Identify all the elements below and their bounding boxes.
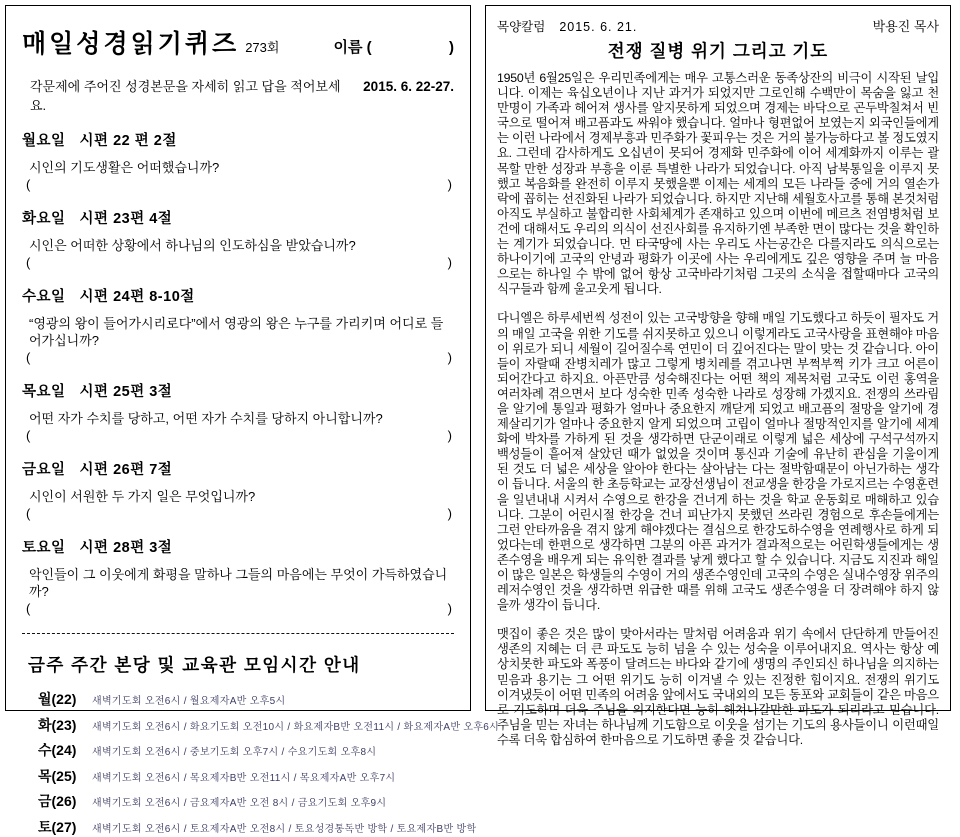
question-text: 어떤 자가 수치를 당하고, 어떤 자가 수치를 당하지 아니합니까?	[29, 411, 383, 426]
paren-close: )	[447, 506, 452, 521]
schedule-row	[22, 791, 454, 811]
answer-blank	[22, 428, 454, 443]
paren-open: (	[26, 601, 31, 616]
question-passage: 시편 28편 3절	[79, 540, 173, 556]
answer-blank	[22, 350, 454, 365]
schedule-items: 새벽기도회 오전6시 / 금요제자A반 오전 8시 / 금요기도회 오후9시	[92, 798, 387, 809]
question-passage: 시편 25편 3절	[79, 384, 173, 400]
answer-blank	[22, 255, 454, 270]
question-passage: 시편 23편 4절	[79, 211, 173, 227]
name-label: 이름 (	[333, 39, 372, 56]
date-range: 2015. 6. 22-27.	[363, 79, 454, 94]
schedule-list	[22, 689, 500, 837]
question-passage: 시편 26편 7절	[79, 462, 173, 478]
question-day: 토요일	[22, 540, 66, 556]
schedule-items: 새벽기도회 오전6시 / 목요제자B반 오전11시 / 목요제자A반 오후7시	[92, 772, 396, 784]
question-day: 화요일	[22, 211, 66, 227]
paren-open: (	[26, 506, 31, 521]
column-date: 2015. 6. 21.	[559, 20, 638, 34]
schedule-items: 새벽기도회 오전6시 / 중보기도회 오후7시 / 수요기도회 오후8시	[92, 747, 377, 758]
question-text: 시인은 어떠한 상황에서 하나님의 인도하심을 받았습니까?	[29, 238, 356, 253]
answer-blank	[22, 506, 454, 521]
schedule-row	[22, 766, 454, 786]
quiz-page	[5, 5, 500, 835]
column-title: 전쟁 질병 위기 그리고 기도	[607, 41, 829, 61]
column-label: 목양칼럼	[497, 20, 546, 34]
paren-open: (	[26, 177, 31, 192]
schedule-row	[22, 715, 500, 735]
question-block-thursday	[22, 380, 454, 443]
answer-blank	[22, 177, 454, 192]
paren-open: (	[26, 428, 31, 443]
question-text: 악인들이 그 이웃에게 화평을 말하나 그들의 마음에는 무엇이 가득하였습니까?	[29, 567, 448, 599]
question-passage: 시편 22 편 2절	[79, 133, 177, 149]
answer-blank	[22, 601, 454, 616]
column-paragraph: 다니엘은 하루세번씩 성전이 있는 고국방향을 향해 매일 기도했다고 하듯이 필자도 거의 매일 고국을 위한 기도를 쉬지못하고 있으니 이렇게라도 고국사랑을 표현해야 마음이 위로가 되니 세월이 길어질수록 연민이 더 깊어진다는 말이 맞는 것 같습니다. 아이들이 자랄때 잔병치레가 많고 그렇게 병치레를 겪고나면 부쩍부쩍 키가 크고 어른이 되어간다고 하지요. 아픈만큼 성숙해진다는 어떤 책의 제목처럼 고국도 이런 홍역을 여러차례 겪으면서 보다 성숙한 민족 성숙한 나라로 성장해 가겠지요. 전쟁의 쓰라림을 알기에 통일과 평화가 얼마나 중요한지 깨닫게 되었고 배고픔의 절망을 알기에 경제살리기가 얼마나 중요한지 알게 되었으며 고립이 얼마나 절망적인지를 알기에 세계화에 박차를 가하게 된 것을 생각하면 단군이래로 이렇게 넓은 세상에 구석구석까지 백성들이 흩어져 살았던 때가 없었을 것이며 통신과 기술에 유난히 관심을 기울이게 된 것도 더 넓은 세상을 알아야 한다는 살아남는 다는 절박함때문이 아닌가하는 생각이 듭니다. 서울의 한 초등학교는 교장선생님이 전교생을 한강을 가로지르는 수영훈련을 일년내내 시켜서 수영으로 한강을 건너게 하는 것을 학교 운동회로 매해하고 있습니다. 그분이 어린시절 한강을 건너 피난가지 못했던 쓰라린 경험으로 후손들에게는 그런 안타까움을 겪지 않게 해야겠다는 결심으로 한강도하수영을 연례행사로 하게 되었다는데 한편으로 생각하면 그분의 아픈 과거가 결과적으로는 어린학생들에게는 생존수영을 배우게 되는 유익한 결과를 낳게 했다고 할 수 있습니다. 지금도 지진과 해일이 많은 일본은 학생들의 수영이 거의 생존수영인데 고국의 수영은 실내수영장 위주의 레저수영인 것을 생각하면 위급한 때를 위해 고국도 생존수영을 더 장려해야 하지 않을까 생각이 듭니다.	[497, 311, 939, 613]
question-day: 수요일	[22, 289, 66, 305]
dashed-divider	[22, 633, 454, 634]
question-block-wednesday	[22, 285, 454, 365]
column-paragraph: 맷집이 좋은 것은 많이 맞아서라는 말처럼 어려움과 위기 속에서 단단하게 만들어진 생존의 지혜는 더 큰 파도도 능히 넘을 수 있는 성숙을 이루어내지요. 역사는 항상 예상치못한 파도와 폭풍이 달려드는 바다와 같기에 생명의 주인되신 하나님을 의지하는 믿음과 용기는 그 어떤 위기도 능히 이겨낼 수 있는 진정한 힘이지요. 전쟁의 위기도 이겨냈듯이 어떤 민족의 어려움 앞에서도 국내외의 모든 동포와 교회들이 같은 마음으로 기도하며 더욱 주님을 의지한다면 능히 헤쳐나갈만한 파도가 되리라고 믿습니다. 주님을 믿는 자녀는 하나님께 기도함으로 이웃을 섬기는 기도의 용사들이니 이런때일 수록 더욱 합심하여 한마음으로 기도하면 좋을 것 같습니다.	[497, 627, 939, 747]
schedule-title: 금주 주간 본당 및 교육관 모임시간 안내	[28, 655, 361, 675]
schedule-row	[22, 740, 454, 760]
schedule-items: 새벽기도회 오전6시 / 토요제자A반 오전8시 / 토요성경통독반 방학 / 토요제자B반 방학	[92, 823, 477, 835]
column-page	[485, 5, 951, 747]
paren-close: )	[447, 255, 452, 270]
instruction-row	[22, 76, 454, 114]
schedule-day: 토(27)	[38, 818, 77, 835]
question-day: 목요일	[22, 384, 66, 400]
schedule-day: 수(24)	[38, 742, 77, 758]
question-text: “영광의 왕이 들어가시리로다”에서 영광의 왕은 누구를 가리키며 어디로 들어가십니까?	[29, 316, 444, 348]
instruction-text: 각문제에 주어진 성경본문을 자세히 읽고 답을 적어보세요.	[30, 79, 341, 113]
schedule-items: 새벽기도회 오전6시 / 화요기도회 오전10시 / 화요제자B반 오전11시 / 화요제자A반 오후6시	[92, 721, 500, 733]
question-passage: 시편 24편 8-10절	[79, 289, 195, 305]
column-body	[497, 71, 939, 748]
issue-number: 273회	[245, 40, 280, 55]
question-text: 시인이 서원한 두 가지 일은 무엇입니까?	[29, 489, 256, 504]
quiz-header	[22, 24, 454, 60]
quiz-title: 매일성경읽기퀴즈	[22, 31, 240, 58]
schedule-row	[22, 817, 477, 837]
author-name: 박용진 목사	[872, 19, 939, 34]
question-block-saturday	[22, 536, 454, 616]
paren-close: )	[447, 177, 452, 192]
question-day: 금요일	[22, 462, 66, 478]
paren-close: )	[447, 350, 452, 365]
paren-close: )	[447, 601, 452, 616]
schedule-day: 금(26)	[38, 793, 77, 809]
question-day: 월요일	[22, 133, 66, 149]
paren-close: )	[447, 428, 452, 443]
schedule-day: 목(25)	[38, 767, 77, 784]
schedule-row	[22, 689, 454, 709]
schedule-day: 화(23)	[38, 716, 77, 733]
schedule-items: 새벽기도회 오전6시 / 월요제자A반 오후5시	[92, 696, 286, 707]
question-block-friday	[22, 458, 454, 521]
question-block-tuesday	[22, 207, 454, 270]
paren-open: (	[26, 350, 31, 365]
question-block-monday	[22, 129, 454, 192]
name-blank-close: )	[449, 39, 454, 56]
column-header	[497, 16, 939, 35]
question-text: 시인의 기도생활은 어떠했습니까?	[29, 160, 220, 175]
column-paragraph: 1950년 6월25일은 우리민족에게는 매우 고통스러운 동족상잔의 비극이 시작된 날입니다. 이제는 육십오년이나 지난 과거가 되었지만 그로인해 수백만이 목숨을 잃고 천만명이 가족과 헤어져 생사를 알지못하게 되었으며 경제는 바닥으로 곤두박칠쳐서 빈국으로 떨어져 배고픔과도 싸워야 했습니다. 얼마나 형편없어 보였는지 외국인들에게는 이런 나라에서 경제부흥과 민주화가 꽃피우는 것은 거의 불가능하다고 볼 정도였지요. 그런데 감사하게도 오십년이 못되어 경제화 민주화에 이어 세계화까지 이루는 괄목할 만한 성장과 부흥을 이룬 특별한 나라가 되었습니다. 아직 남북통일을 이루지 못했고 복음화를 완전히 이루지 못했을뿐 이제는 세계의 모든 나라들 중에 거의 열손가락에 꼽히는 선진화된 나라가 되었습니다. 하지만 지난해 세월호사고를 통해 본것처럼 아직도 부실하고 불합리한 사회체계가 존재하고 있으며 이번에 메르츠 전염병처럼 보건에 대해서도 우리의 의식이 선진사회를 유지하기엔 부족한 면이 많다는 것을 확인하는 계기가 되었습니다. 먼 타국땅에 사는 우리도 사는공간은 다를지라도 의식으로는 하나이기에 고국의 안녕과 평화가 이곳에 사는 우리에게도 깊은 영향을 주며 늘 마음으로는 하나일 수 밖에 없어 항상 고국바라기처럼 그곳의 소식을 접할때마다 고국의 식구들과 함께 울고웃게 됩니다.	[497, 71, 939, 297]
schedule-day: 월(22)	[38, 691, 77, 707]
paren-open: (	[26, 255, 31, 270]
